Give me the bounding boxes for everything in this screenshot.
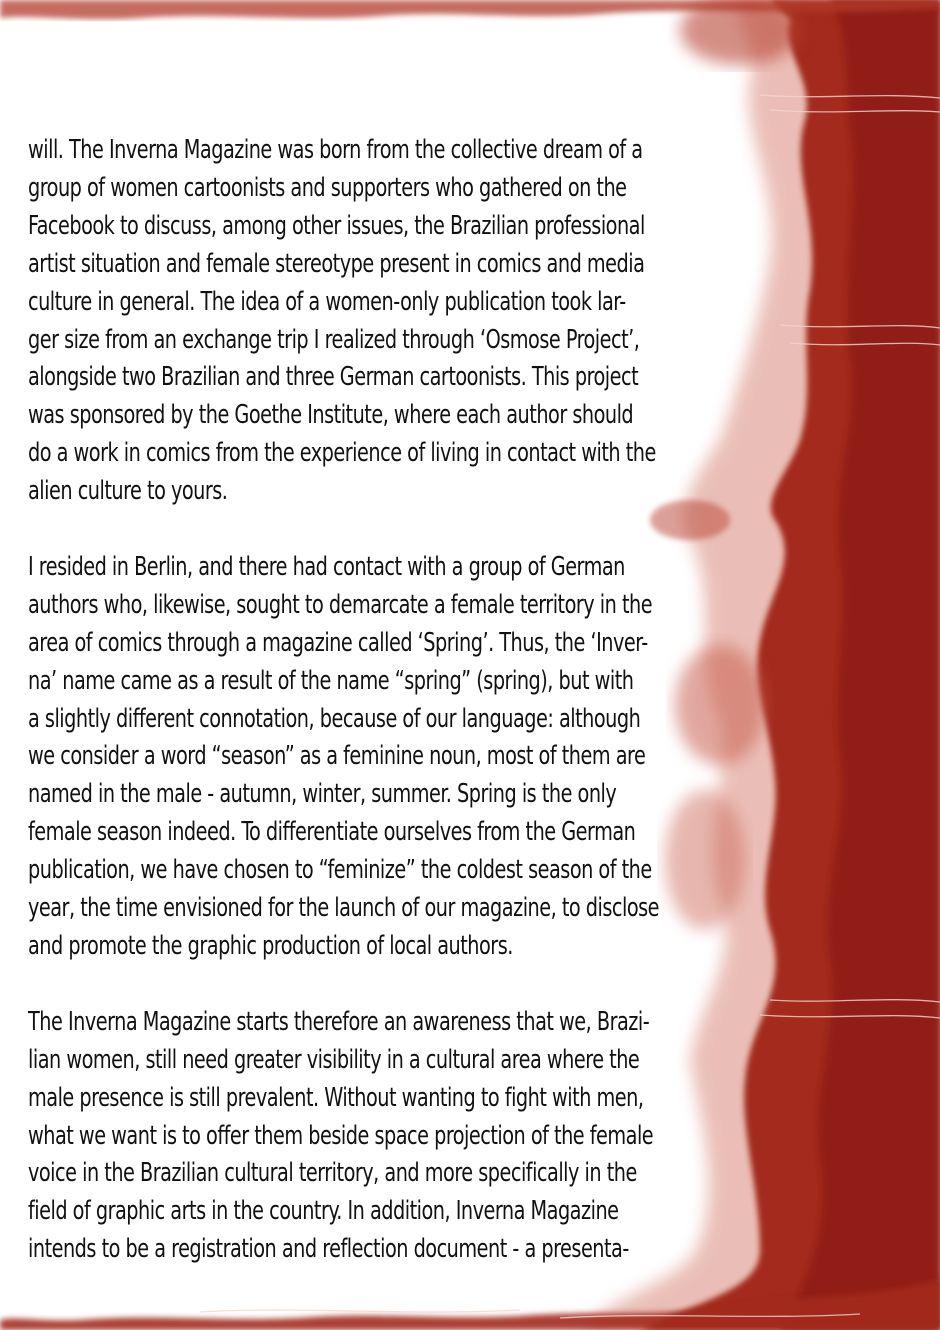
text-line: named in the male - autumn, winter, summer. Spring is the only bbox=[28, 779, 617, 810]
text-line: lian women, still need greater visibility in a cultural area where the bbox=[28, 1044, 640, 1075]
paragraph-1 bbox=[28, 132, 728, 511]
paragraph-2 bbox=[28, 549, 728, 966]
text-line: what we want is to offer them beside space projection of the female bbox=[28, 1120, 654, 1151]
paragraph-3 bbox=[28, 1004, 728, 1269]
text-line: do a work in comics from the experience of living in contact with the bbox=[28, 438, 656, 469]
text-line: year, the time envisioned for the launch of our magazine, to disclose bbox=[28, 893, 660, 924]
text-line: area of comics through a magazine called ‘Spring’. Thus, the ‘Inver- bbox=[28, 627, 648, 658]
text-line: culture in general. The idea of a women-only publication took lar- bbox=[28, 286, 626, 317]
text-line: voice in the Brazilian cultural territory, and more specifically in the bbox=[28, 1158, 637, 1189]
text-line: Facebook to discuss, among other issues, the Brazilian professional bbox=[28, 210, 645, 241]
article-body bbox=[28, 132, 728, 1307]
text-line: was sponsored by the Goethe Institute, where each author should bbox=[28, 400, 634, 431]
text-line: The Inverna Magazine starts therefore an awareness that we, Brazi- bbox=[28, 1006, 650, 1037]
text-line: will. The Inverna Magazine was born from the collective dream of a bbox=[28, 135, 643, 165]
text-line: publication, we have chosen to “feminize” the coldest season of the bbox=[28, 855, 652, 886]
text-line: I resided in Berlin, and there had contact with a group of German bbox=[28, 551, 625, 582]
text-line: and promote the graphic production of local authors. bbox=[28, 931, 513, 962]
text-line: intends to be a registration and reflection document - a presenta- bbox=[28, 1234, 629, 1265]
text-line: we consider a word “season” as a feminine noun, most of them are bbox=[28, 741, 646, 772]
text-line: authors who, likewise, sought to demarcate a female territory in the bbox=[28, 589, 653, 620]
text-line: female season indeed. To differentiate ourselves from the German bbox=[28, 817, 636, 848]
text-line: field of graphic arts in the country. In addition, Inverna Magazine bbox=[28, 1196, 619, 1227]
text-line: a slightly different connotation, because of our language: although bbox=[28, 703, 641, 734]
text-line: artist situation and female stereotype present in comics and media bbox=[28, 248, 645, 279]
text-line: alien culture to yours. bbox=[28, 476, 228, 507]
text-line: male presence is still prevalent. Without wanting to fight with men, bbox=[28, 1082, 644, 1113]
text-line: ger size from an exchange trip I realized through ‘Osmose Project’, bbox=[28, 324, 640, 355]
text-line: alongside two Brazilian and three German cartoonists. This project bbox=[28, 362, 639, 393]
text-line: na’ name came as a result of the name “spring” (spring), but with bbox=[28, 665, 634, 696]
text-line: group of women cartoonists and supporters who gathered on the bbox=[28, 172, 627, 203]
